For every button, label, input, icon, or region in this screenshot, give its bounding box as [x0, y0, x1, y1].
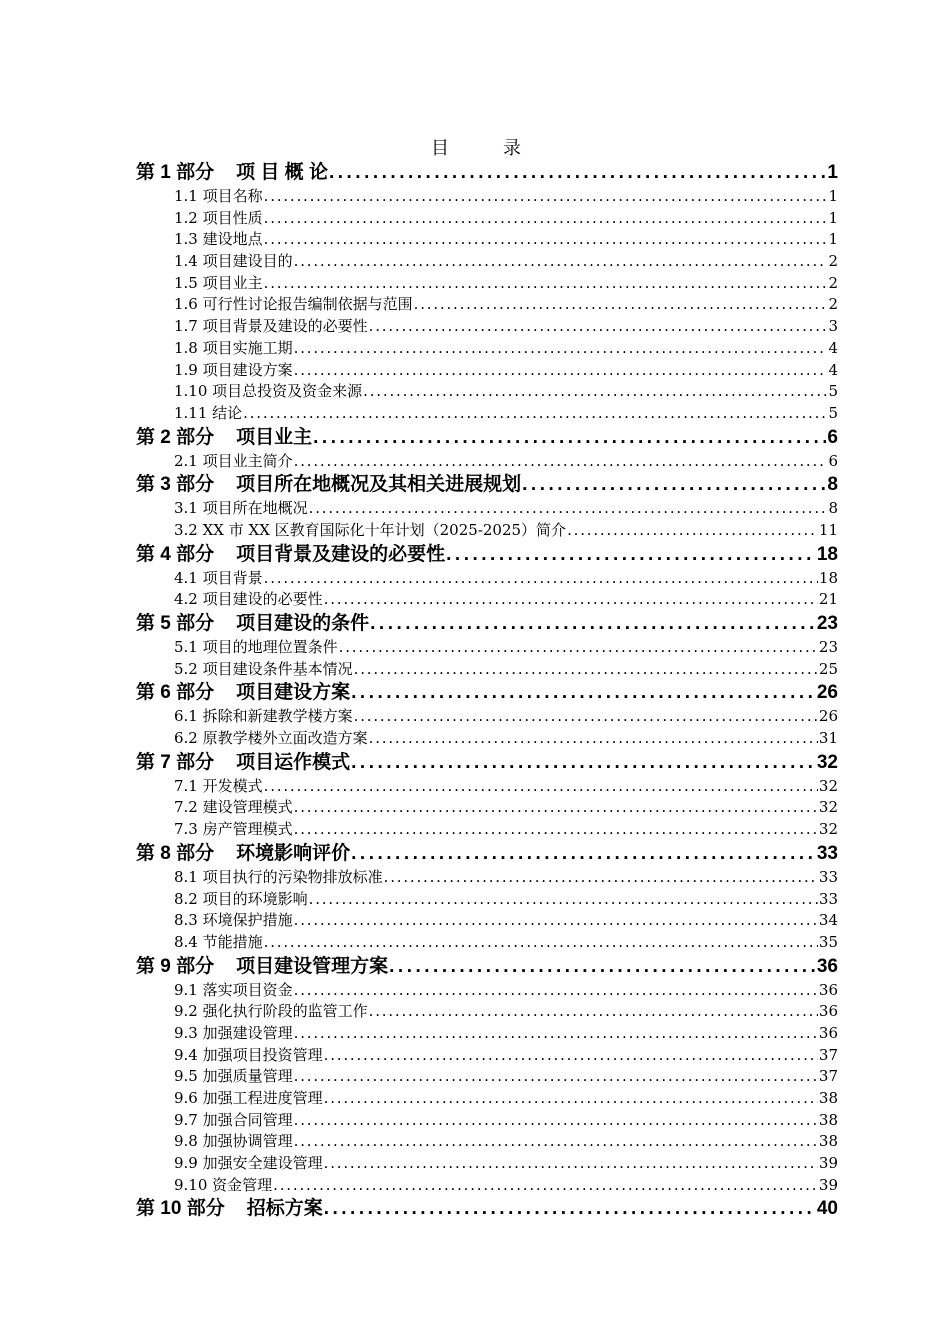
dot-leader: [264, 229, 828, 251]
page-number: 32: [818, 776, 838, 795]
toc-section-entry[interactable]: [136, 338, 838, 360]
page-number: 2: [828, 273, 838, 292]
dot-leader: [294, 797, 818, 819]
toc-section-entry[interactable]: [136, 910, 838, 932]
dot-leader: [351, 680, 816, 706]
chapter-heading: [136, 841, 350, 867]
page-number: 33: [816, 842, 838, 864]
dot-leader: [243, 403, 827, 425]
section-title: 1.7 项目背景及建设的必要性: [174, 317, 368, 336]
dot-leader: [294, 338, 828, 360]
page-number: 36: [818, 1023, 838, 1042]
dot-leader: [294, 251, 828, 273]
page-number: 32: [816, 751, 838, 773]
page-number: 31: [818, 729, 838, 748]
table-of-contents: [136, 160, 838, 1222]
page-number: 6: [828, 451, 838, 470]
section-title: 9.4 加强项目投资管理: [174, 1045, 323, 1064]
dot-leader: [329, 160, 826, 186]
section-title: 9.8 加强协调管理: [174, 1132, 293, 1151]
page-number: 32: [818, 820, 838, 839]
page-number: 2: [828, 252, 838, 271]
page-number: 18: [816, 543, 838, 565]
section-title: 8.4 节能措施: [174, 932, 263, 951]
section-title: 9.10 资金管理: [174, 1175, 273, 1194]
page-number: 5: [828, 382, 838, 401]
section-title: 9.1 落实项目资金: [174, 980, 293, 999]
dot-leader: [324, 1088, 818, 1110]
page-number: 32: [818, 798, 838, 817]
toc-chapter-entry[interactable]: [136, 160, 838, 186]
toc-chapter-entry[interactable]: [136, 680, 838, 706]
dot-leader: [294, 1023, 818, 1045]
section-title: 4.1 项目背景: [174, 568, 263, 587]
dot-leader: [389, 954, 816, 980]
chapter-title: 项目建设的条件: [236, 613, 370, 634]
dot-leader: [339, 637, 818, 659]
chapter-heading: [136, 1196, 323, 1222]
page-number: 37: [818, 1067, 838, 1086]
toc-section-entry[interactable]: [136, 568, 838, 590]
section-title: 3.2 XX 市 XX 区教育国际化十年计划（2025-2025）简介: [174, 520, 567, 539]
page-number: 23: [816, 613, 838, 634]
page-number: 6: [827, 426, 838, 448]
toc-section-entry[interactable]: [136, 1023, 838, 1045]
page-number: 25: [818, 659, 838, 678]
chapter-number: 第 1 部分: [136, 162, 215, 183]
dot-leader: [324, 1045, 818, 1067]
toc-chapter-entry[interactable]: [136, 472, 838, 498]
section-title: 9.9 加强安全建设管理: [174, 1154, 323, 1173]
chapter-heading: [136, 611, 369, 637]
toc-section-entry[interactable]: [136, 659, 838, 681]
dot-leader: [369, 1001, 818, 1023]
section-title: 6.1 拆除和新建教学楼方案: [174, 707, 353, 726]
dot-leader: [446, 542, 816, 568]
dot-leader: [324, 1196, 816, 1222]
toc-section-entry[interactable]: [136, 316, 838, 338]
section-title: 7.1 开发模式: [174, 776, 263, 795]
page-number: 21: [818, 590, 838, 609]
section-title: 1.10 项目总投资及资金来源: [174, 382, 363, 401]
toc-section-entry[interactable]: [136, 1110, 838, 1132]
dot-leader: [294, 910, 818, 932]
section-title: 9.2 强化执行阶段的监管工作: [174, 1002, 368, 1021]
toc-chapter-entry[interactable]: [136, 611, 838, 637]
page-number: 26: [816, 682, 838, 704]
dot-leader: [264, 186, 828, 208]
toc-section-entry[interactable]: [136, 1001, 838, 1023]
dot-leader: [567, 520, 818, 542]
dot-leader: [351, 750, 816, 776]
dot-leader: [384, 867, 818, 889]
chapter-title: 项目业主: [236, 426, 313, 448]
section-title: 1.6 可行性讨论报告编制依据与范围: [174, 295, 413, 314]
chapter-title: 项目建设管理方案: [236, 955, 389, 977]
toc-chapter-entry[interactable]: [136, 954, 838, 980]
chapter-title: 项目运作模式: [236, 751, 351, 773]
dot-leader: [522, 472, 826, 498]
toc-section-entry[interactable]: [136, 1045, 838, 1067]
page-number: 1: [828, 230, 838, 249]
toc-section-entry[interactable]: [136, 589, 838, 611]
dot-leader: [264, 273, 828, 295]
toc-section-entry[interactable]: [136, 1088, 838, 1110]
section-title: 9.7 加强合同管理: [174, 1110, 293, 1129]
section-title: 7.3 房产管理模式: [174, 820, 293, 839]
chapter-number: 第 4 部分: [136, 543, 215, 565]
page-number: 39: [818, 1175, 838, 1194]
chapter-heading: [136, 750, 350, 776]
toc-section-entry[interactable]: [136, 706, 838, 728]
page-number: 35: [818, 932, 838, 951]
toc-section-entry[interactable]: [136, 776, 838, 798]
toc-title: 目 录: [431, 138, 539, 159]
page-number: 18: [818, 568, 838, 587]
page-number: 38: [818, 1089, 838, 1107]
dot-leader: [363, 381, 827, 403]
toc-chapter-entry[interactable]: [136, 841, 838, 867]
toc-section-entry[interactable]: [136, 360, 838, 382]
toc-section-entry[interactable]: [136, 1131, 838, 1153]
dot-leader: [309, 498, 828, 520]
toc-section-entry[interactable]: [136, 1175, 838, 1197]
page-number: 38: [818, 1132, 838, 1151]
chapter-heading: [136, 425, 312, 451]
page-number: 11: [818, 520, 838, 539]
section-title: 8.3 环境保护措施: [174, 911, 293, 930]
dot-leader: [370, 611, 816, 637]
toc-section-entry[interactable]: [136, 637, 838, 659]
toc-section-entry[interactable]: [136, 208, 838, 230]
chapter-number: 第 10 部分: [136, 1198, 225, 1220]
section-title: 8.1 项目执行的污染物排放标准: [174, 867, 383, 886]
toc-section-entry[interactable]: [136, 867, 838, 889]
chapter-title: 招标方案: [246, 1198, 323, 1220]
chapter-number: 第 9 部分: [136, 955, 215, 977]
section-title: 1.2 项目性质: [174, 208, 263, 227]
toc-section-entry[interactable]: [136, 1066, 838, 1088]
chapter-title: 项目所在地概况及其相关进展规划: [236, 474, 522, 496]
section-title: 1.4 项目建设目的: [174, 252, 293, 271]
section-title: 5.1 项目的地理位置条件: [174, 638, 338, 656]
toc-section-entry[interactable]: [136, 520, 838, 542]
toc-section-entry[interactable]: [136, 498, 838, 520]
section-title: 2.1 项目业主简介: [174, 451, 293, 470]
section-title: 3.1 项目所在地概况: [174, 499, 308, 518]
chapter-title: 项目背景及建设的必要性: [236, 543, 446, 565]
dot-leader: [294, 1131, 818, 1153]
toc-section-entry[interactable]: [136, 889, 838, 911]
section-title: 9.6 加强工程进度管理: [174, 1089, 323, 1107]
section-title: 7.2 建设管理模式: [174, 798, 293, 817]
toc-section-entry[interactable]: [136, 980, 838, 1002]
page-number: 36: [818, 980, 838, 999]
dot-leader: [369, 728, 818, 750]
chapter-number: 第 6 部分: [136, 682, 215, 704]
dot-leader: [294, 451, 828, 473]
dot-leader: [354, 706, 818, 728]
chapter-heading: [136, 160, 328, 186]
dot-leader: [309, 889, 818, 911]
toc-section-entry[interactable]: [136, 251, 838, 273]
dot-leader: [294, 819, 818, 841]
section-title: 1.3 建设地点: [174, 230, 263, 249]
toc-section-entry[interactable]: [136, 451, 838, 473]
page-number: 4: [828, 338, 838, 357]
section-title: 1.8 项目实施工期: [174, 338, 293, 357]
dot-leader: [264, 568, 818, 590]
toc-section-entry[interactable]: [136, 229, 838, 251]
chapter-heading: [136, 680, 350, 706]
dot-leader: [324, 589, 818, 611]
page-number: 1: [827, 162, 838, 183]
dot-leader: [273, 1175, 818, 1197]
page-number: 36: [816, 955, 838, 977]
dot-leader: [354, 659, 818, 681]
dot-leader: [294, 1110, 818, 1132]
chapter-number: 第 2 部分: [136, 426, 215, 448]
section-title: 9.5 加强质量管理: [174, 1067, 293, 1086]
page-number: 37: [818, 1045, 838, 1064]
section-title: 6.2 原教学楼外立面改造方案: [174, 729, 368, 748]
chapter-number: 第 3 部分: [136, 474, 215, 496]
page-number: 3: [828, 317, 838, 336]
page-number: 34: [818, 911, 838, 930]
toc-section-entry[interactable]: [136, 294, 838, 316]
page-number: 39: [818, 1154, 838, 1173]
chapter-heading: [136, 954, 388, 980]
page-number: 4: [828, 360, 838, 379]
page-number: 1: [828, 208, 838, 227]
dot-leader: [414, 294, 828, 316]
page-number: 8: [828, 499, 838, 518]
toc-section-entry[interactable]: [136, 728, 838, 750]
toc-section-entry[interactable]: [136, 797, 838, 819]
page-number: 8: [827, 474, 838, 496]
dot-leader: [351, 841, 816, 867]
section-title: 9.3 加强建设管理: [174, 1023, 293, 1042]
page-number: 23: [818, 638, 838, 656]
dot-leader: [294, 360, 828, 382]
dot-leader: [324, 1153, 818, 1175]
dot-leader: [264, 932, 818, 954]
toc-section-entry[interactable]: [136, 273, 838, 295]
chapter-title: 环境影响评价: [236, 842, 351, 864]
section-title: 8.2 项目的环境影响: [174, 889, 308, 908]
toc-chapter-entry[interactable]: [136, 1196, 838, 1222]
dot-leader: [264, 208, 828, 230]
chapter-number: 第 5 部分: [136, 613, 215, 634]
toc-section-entry[interactable]: [136, 186, 838, 208]
section-title: 1.11 结论: [174, 403, 243, 422]
dot-leader: [369, 316, 828, 338]
dot-leader: [294, 980, 818, 1002]
page-number: 40: [816, 1198, 838, 1220]
dot-leader: [313, 425, 826, 451]
toc-section-entry[interactable]: [136, 381, 838, 403]
page-number: 26: [818, 707, 838, 726]
toc-section-entry[interactable]: [136, 403, 838, 425]
page-number: 36: [818, 1002, 838, 1021]
page-number: 33: [818, 889, 838, 908]
toc-section-entry[interactable]: [136, 819, 838, 841]
chapter-title: 项目建设方案: [236, 682, 351, 704]
chapter-title: 项 目 概 论: [236, 162, 328, 183]
toc-chapter-entry[interactable]: [136, 425, 838, 451]
page-number: 33: [818, 867, 838, 886]
section-title: 1.1 项目名称: [174, 187, 263, 205]
section-title: 5.2 项目建设条件基本情况: [174, 659, 353, 678]
page-number: 2: [828, 295, 838, 314]
toc-section-entry[interactable]: [136, 932, 838, 954]
page-number: 5: [828, 403, 838, 422]
section-title: 1.9 项目建设方案: [174, 360, 293, 379]
page-number: 38: [818, 1110, 838, 1129]
toc-chapter-entry[interactable]: [136, 750, 838, 776]
chapter-heading: [136, 472, 521, 498]
dot-leader: [264, 776, 818, 798]
chapter-heading: [136, 542, 445, 568]
chapter-number: 第 8 部分: [136, 842, 215, 864]
section-title: 4.2 项目建设的必要性: [174, 590, 323, 609]
dot-leader: [294, 1066, 818, 1088]
section-title: 1.5 项目业主: [174, 273, 263, 292]
toc-section-entry[interactable]: [136, 1153, 838, 1175]
page-number: 1: [828, 187, 838, 205]
chapter-number: 第 7 部分: [136, 751, 215, 773]
toc-chapter-entry[interactable]: [136, 542, 838, 568]
